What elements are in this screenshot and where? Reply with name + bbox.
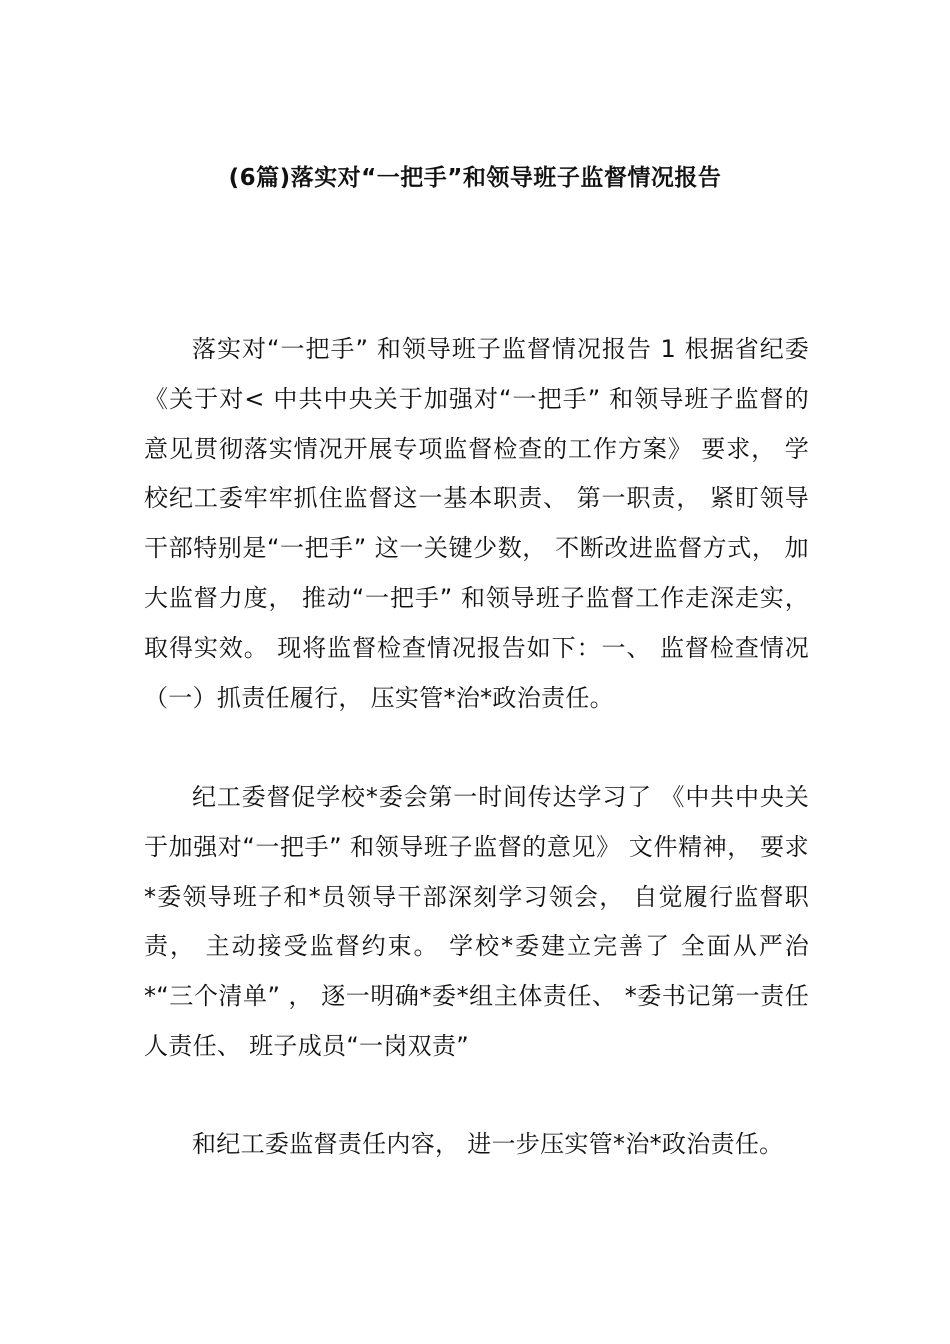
body-paragraph-2: 纪工委督促学校*委会第一时间传达学习了 《中共中央关于加强对“一把手” 和领导班子监督的意见》 文件精神， 要求*委领导班子和*员领导干部深刻学习领会， 自觉履行监督职责， 主动接受监督约束。 学校*委建立完善了 全面从严治*“三个清单” ， 逐一明确*委*组主体责任、 *委书记第一责任人责任、 班子成员“一岗双责” (144, 783, 809, 1060)
body-paragraph-3: 和纪工委监督责任内容， 进一步压实管*治*政治责任。 (192, 1130, 784, 1158)
body-paragraph-1: 落实对“一把手” 和领导班子监督情况报告 1 根据省纪委《关于对< 中共中央关于加强对“一把手” 和领导班子监督的意见贯彻落实情况开展专项监督检查的工作方案》 要求， 学校纪工委牢牢抓住监督这一基本职责、 第一职责， 紧盯领导干部特别是“一把手” 这一关键少数， 不断改进监督方式， 加大监督力度， 推动“一把手” 和领导班子监督工作走深走实， 取得实效。 现将监督检查情况报告如下：一、 监督检查情况（一）抓责任履行， 压实管*治*政治责任。 (144, 335, 809, 712)
document-title: (6篇)落实对“一把手”和领导班子监督情况报告 (228, 165, 722, 191)
